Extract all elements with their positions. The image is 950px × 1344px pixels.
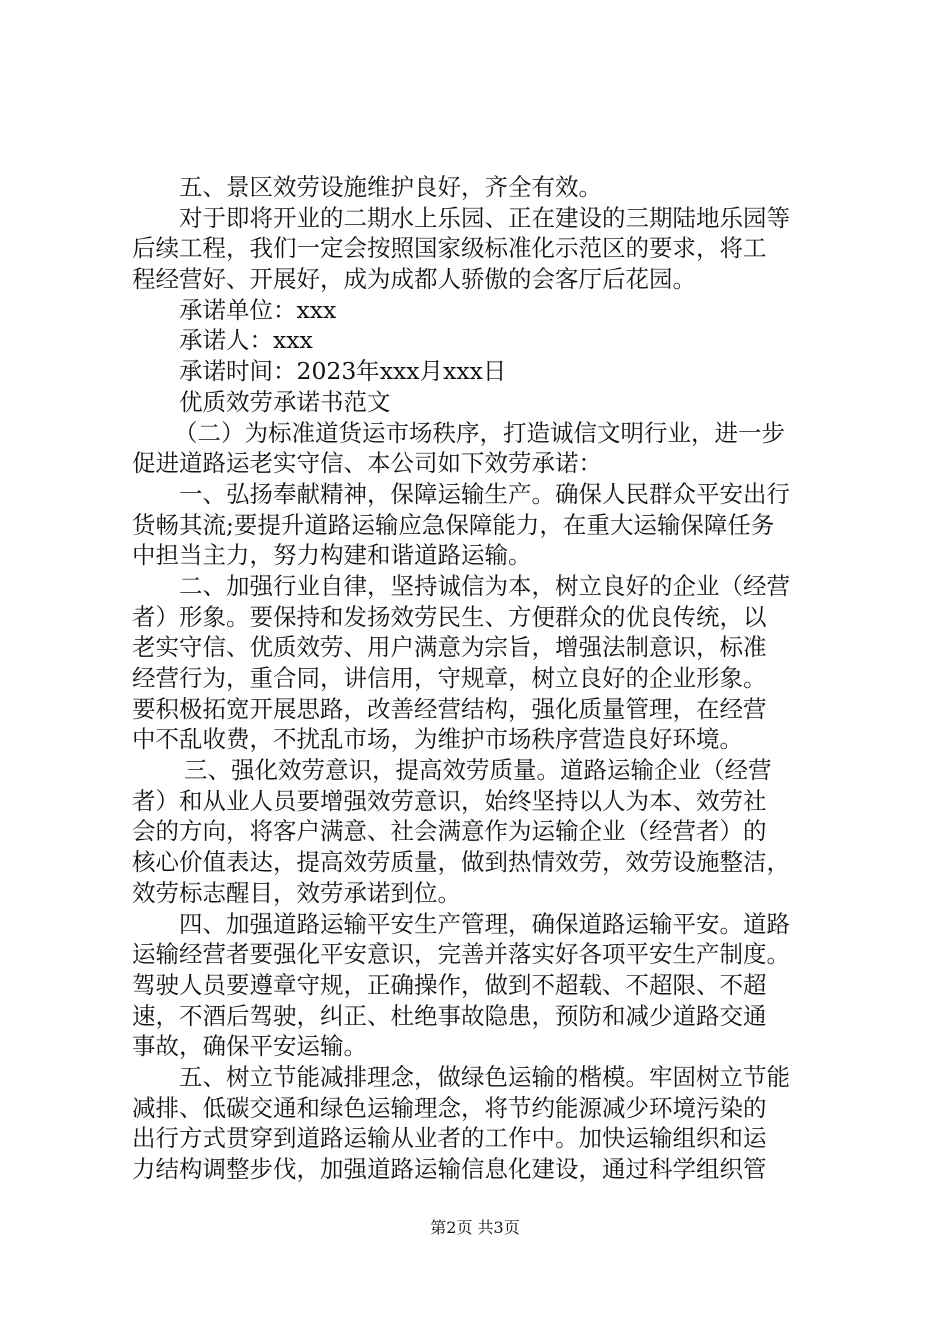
text-line: 者）形象。要保持和发扬效劳民生、方便群众的优良传统，以 [132,602,767,631]
text-line: 对于即将开业的二期水上乐园、正在建设的三期陆地乐园等 [179,203,790,232]
text-line: 承诺人：xxx [179,326,313,355]
text-line: 运输经营者要强化平安意识，完善并落实好各项平安生产制度。 [132,940,790,969]
text-line: （二）为标准道货运市场秩序，打造诚信文明行业，进一步 [174,418,785,447]
text-line: 后续工程，我们一定会按照国家级标准化示范区的要求，将工 [132,234,767,263]
text-line: 要积极拓宽开展思路，改善经营结构，强化质量管理，在经营 [132,694,767,723]
text-line: 一、弘扬奉献精神，保障运输生产。确保人民群众平安出行 [179,479,790,508]
text-line: 程经营好、开展好，成为成都人骄傲的会客厅后花园。 [132,265,696,294]
text-line: 承诺单位：xxx [179,295,337,324]
text-line: 经营行为，重合同，讲信用，守规章，树立良好的企业形象。 [132,664,767,692]
text-line: 五、树立节能减排理念，做绿色运输的楷模。牢固树立节能 [179,1062,790,1091]
text-line: 四、加强道路运输平安生产管理，确保道路运输平安。道路 [179,909,790,938]
page-footer [0,1218,950,1238]
page-indicator: 第2页 共3页 [430,1218,520,1237]
text-line: 驾驶人员要遵章守规，正确操作，做到不超载、不超限、不超 [132,970,767,999]
text-line: 中担当主力，努力构建和谐道路运输。 [132,541,532,570]
text-line: 会的方向，将客户满意、社会满意作为运输企业（经营者）的 [132,817,767,846]
text-line: 促进道路运老实守信、本公司如下效劳承诺： [132,449,602,478]
text-line: 减排、低碳交通和绿色运输理念，将节约能源减少环境污染的 [132,1093,767,1122]
text-line: 事故，确保平安运输。 [132,1032,367,1061]
document-body [132,172,832,1185]
text-line: 五、景区效劳设施维护良好，齐全有效。 [179,173,602,201]
text-line: 二、加强行业自律，坚持诚信为本，树立良好的企业（经营 [179,571,790,600]
text-line: 者）和从业人员要增强效劳意识，始终坚持以人为本、效劳社 [132,786,767,815]
text-line: 速，不酒后驾驶，纠正、杜绝事故隐患，预防和减少道路交通 [132,1001,767,1030]
text-line: 效劳标志醒目，效劳承诺到位。 [132,878,461,907]
text-line: 力结构调整步伐，加强道路运输信息化建设，通过科学组织管 [132,1155,767,1183]
text-line: 货畅其流;要提升道路运输应急保障能力，在重大运输保障任务 [132,510,775,539]
text-line: 老实守信、优质效劳、用户满意为宗旨，增强法制意识，标准 [132,633,767,662]
section-heading: 优质效劳承诺书范文 [179,387,391,416]
text-line: 核心价值表达，提高效劳质量，做到热情效劳，效劳设施整洁， [132,848,790,877]
text-line: 承诺时间：2023年xxx月xxx日 [179,357,507,386]
text-line: 中不乱收费，不扰乱市场，为维护市场秩序营造良好环境。 [132,725,743,754]
text-line: 三、强化效劳意识，提高效劳质量。道路运输企业（经营 [184,756,772,785]
text-line: 出行方式贯穿到道路运输从业者的工作中。加快运输组织和运 [132,1124,767,1153]
